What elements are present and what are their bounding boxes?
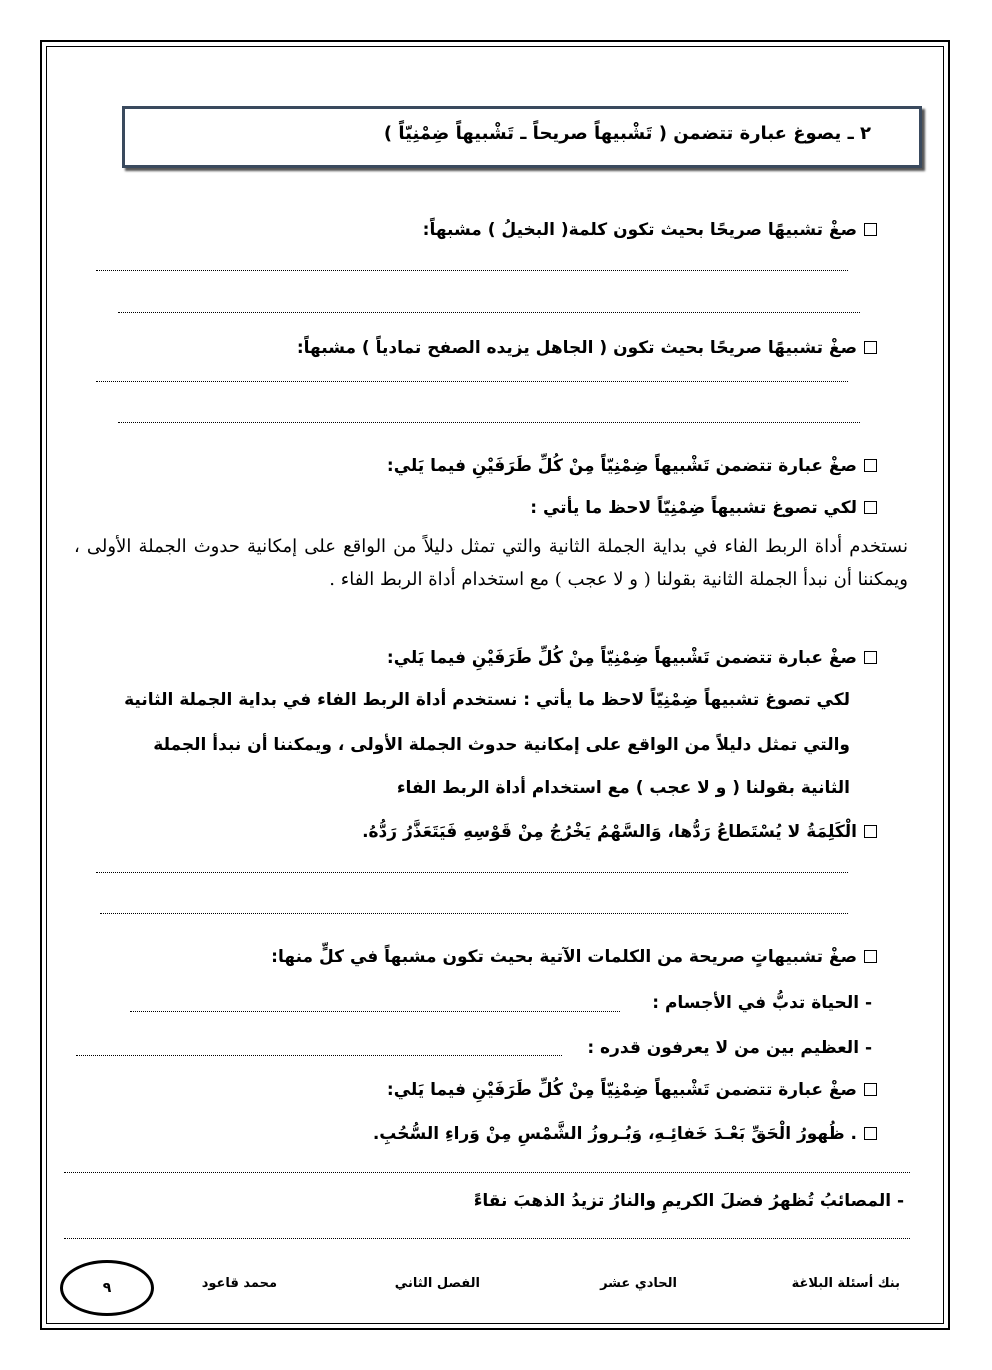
checkbox[interactable] [864,651,877,664]
footer-semester: الفصل الثاني [394,1276,480,1291]
question-5: صغْ عبارة تتضمن تَشْبيهاً ضِمْنِيّاً مِنْ كُلِّ طَرَفَيْنِ فيما يَلي: [387,648,877,668]
checkbox[interactable] [864,1127,877,1140]
note-line-3: الثانية بقولنا ( و لا عجب ) مع استخدام أداة الربط الفاء [396,778,850,798]
answer-line[interactable] [96,270,848,271]
answer-line[interactable] [76,1055,562,1056]
note-line-2: والتي تمثل دليلاً من الواقع على إمكانية حدوث الجملة الأولى ، ويمكننا أن نبدأ الجملة [153,735,850,755]
note-line-1: لكي تصوغ تشبيهاً ضِمْنِيّاً لاحظ ما يأتي : نستخدم أداة الربط الفاء في بداية الجملة الثانية [124,690,850,710]
question-8: صغْ عبارة تتضمن تَشْبيهاً ضِمْنِيّاً مِنْ كُلِّ طَرَفَيْنِ فيما يَلي: [387,1080,877,1100]
checkbox[interactable] [864,341,877,354]
checkbox[interactable] [864,459,877,472]
checkbox[interactable] [864,825,877,838]
question-4: لكي تصوغ تشبيهاً ضِمْنِيّاً لاحظ ما يأتي : [530,498,877,518]
answer-line[interactable] [130,1011,620,1012]
item-2: - العظيم بين من لا يعرفون قدره : [587,1038,872,1058]
page-number-ellipse [60,1260,154,1316]
page-number: ٩ [102,1280,112,1296]
answer-line[interactable] [118,422,860,423]
section-header-box [122,106,922,168]
answer-line[interactable] [118,312,860,313]
instruction-paragraph: نستخدم أداة الربط الفاء في بداية الجملة الثانية والتي تمثل دليلاً من الواقع على إمكانية حدوث الجملة الأولى ، ويمكننا أن نبدأ الجملة الثانية بقولنا ( و لا عجب ) مع استخدام أداة الربط الفاء . [74,536,908,590]
question-3: صغْ عبارة تتضمن تَشْبيهاً ضِمْنِيّاً مِنْ كُلِّ طَرَفَيْنِ فيما يَلي: [387,456,877,476]
footer-grade: الحادي عشر [600,1276,677,1291]
section-title: ٢ ـ يصوغ عبارة تتضمن ( تَشْبيهاً صريحاً ـ تَشْبيهاً ضِمْنِيّاً ) [383,123,871,144]
question-6: الْكَلِمَةُ لا يُسْتَطاعُ رَدُّها، وَالسَّهْمُ يَخْرُجُ مِنْ قَوْسِهِ فَيَتَعَذَّرُ رَدُّهُ. [362,822,877,842]
footer-bank: بنك أسئلة البلاغة [791,1276,900,1291]
question-10: - المصائبُ تُظهرُ فضلَ الكريمِ والنارُ تزيدُ الذهبَ نقاءً [473,1191,904,1211]
answer-line[interactable] [96,872,848,873]
answer-line[interactable] [64,1172,910,1173]
item-1: - الحياة تدبُّ في الأجسام : [652,993,872,1013]
checkbox[interactable] [864,501,877,514]
checkbox[interactable] [864,1083,877,1096]
checkbox[interactable] [864,950,877,963]
question-1: صغْ تشبيهًا صريحًا بحيث تكون كلمة( البخيلُ ) مشبهاً: [423,220,877,240]
question-2: صغْ تشبيهًا صريحًا بحيث تكون ( الجاهل يزيده الصفح تمادياً ) مشبهاً: [297,338,877,358]
answer-line[interactable] [64,1238,910,1239]
footer-author: محمد قاعود [201,1276,277,1291]
question-9: . ظُهورُ الْحَقِّ بَعْـدَ خَفائِـهِ، وَبُـروزُ الشَّمْسِ مِنْ وَراءِ السُّحُبِ. [373,1124,877,1144]
question-7: صغْ تشبيهاتٍ صريحة من الكلمات الآتية بحيث تكون مشبهاً في كلٍّ منها: [271,947,877,967]
checkbox[interactable] [864,223,877,236]
answer-line[interactable] [100,913,848,914]
answer-line[interactable] [96,381,848,382]
